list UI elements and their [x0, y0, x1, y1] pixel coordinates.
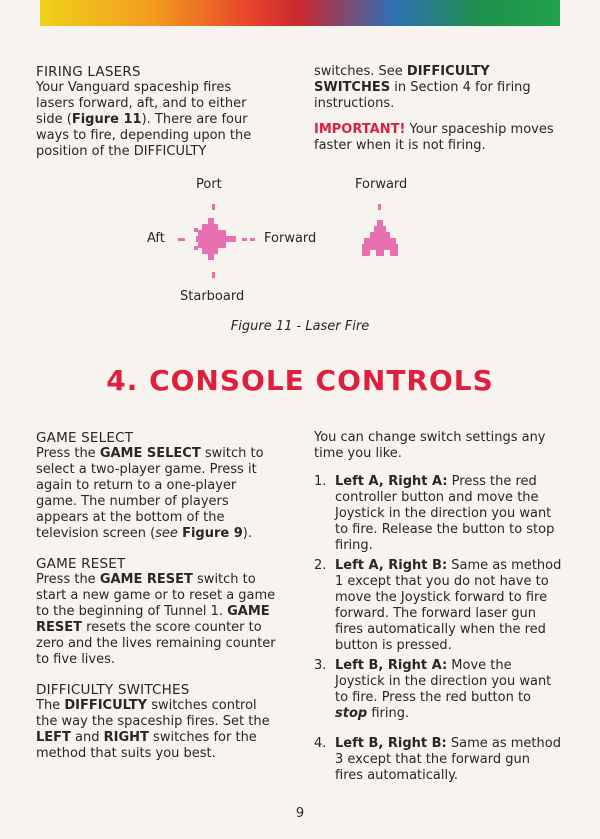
section-title: 4. CONSOLE CONTROLS — [106, 364, 494, 397]
firing-lasers-paragraph — [36, 80, 272, 160]
port-label: Port — [196, 177, 222, 192]
aft-label: Aft — [147, 231, 165, 246]
text-run: The — [36, 698, 65, 713]
forward-side-label: Forward — [264, 231, 317, 246]
text-run: see — [155, 526, 178, 541]
switch-name: DIFFICULTY — [64, 698, 148, 713]
list-number: 3. — [314, 658, 327, 673]
list-item — [314, 658, 562, 722]
text-run: switches for the method that suits you best. — [36, 730, 257, 761]
console-right-column — [314, 430, 562, 784]
firing-methods-list — [314, 474, 562, 784]
game-select-heading: GAME SELECT — [36, 430, 134, 446]
game-reset-heading: GAME RESET — [36, 556, 126, 572]
switch-name: RIGHT — [103, 730, 149, 745]
difficulty-reference-paragraph — [314, 64, 564, 112]
text-run: switches. See — [314, 64, 407, 79]
list-item — [314, 736, 562, 784]
text-run: switches control the way the spaceship fires. Set the — [36, 698, 270, 729]
list-item — [314, 558, 562, 654]
list-number: 2. — [314, 558, 327, 573]
method-label: Left B, Right A: — [335, 658, 448, 673]
difficulty-paragraph — [36, 698, 276, 762]
switch-name: LEFT — [36, 730, 71, 745]
game-reset-paragraph — [36, 572, 276, 668]
firing-lasers-section — [36, 64, 272, 160]
text-run: switch to select a two-player game. Press it again to return to a one-player game. The number of players appears at the bottom of the television screen ( — [36, 446, 264, 541]
text-run: ). There are four ways to fire, depending upon the position of the DIFFICULTY — [36, 112, 252, 159]
text-run: Your spaceship moves faster when it is not firing. — [314, 122, 554, 153]
forward-top-label: Forward — [355, 177, 408, 192]
page-number: 9 — [295, 806, 305, 821]
list-item — [314, 474, 562, 554]
text-run: Same as method 3 except that the forward gun fires automatically. — [335, 736, 561, 783]
method-label: Left B, Right B: — [335, 736, 447, 751]
spaceship-forward-icon — [358, 198, 402, 264]
firing-lasers-heading: FIRING LASERS — [36, 64, 141, 80]
switch-name: GAME RESET — [99, 572, 193, 587]
spaceship-sideways-icon — [170, 198, 270, 284]
method-label: Left A, Right B: — [335, 558, 448, 573]
text-run: and — [70, 730, 104, 745]
section-reference: DIFFICULTY SWITCHES — [314, 64, 490, 95]
emphasis: stop — [335, 706, 368, 721]
figure-caption: Figure 11 - Laser Fire — [230, 319, 370, 334]
figure-reference: Figure 11 — [71, 112, 142, 127]
text-run: Same as method 1 except that you do not have to move the Joystick forward to fire forward. The forward laser gun fires automatically when the red button is pressed. — [335, 558, 562, 653]
difficulty-switches-heading: DIFFICULTY SWITCHES — [36, 682, 190, 698]
important-note — [314, 122, 564, 154]
switch-name: GAME RESET — [36, 604, 270, 635]
text-run: Press the — [36, 446, 100, 461]
text-run: resets the score counter to zero and the lives remaining counter to five lives. — [36, 620, 276, 667]
text-run: Press the red controller button and move the Joystick in the direction you want to fire. Release the button to stop firing. — [335, 474, 555, 553]
text-run: in Section 4 for firing instructions. — [314, 80, 531, 111]
starboard-label: Starboard — [180, 289, 245, 304]
text-run: Your Vanguard spaceship fires lasers forward, aft, and to either side ( — [36, 80, 247, 127]
switch-settings-intro: You can change switch settings any time you like. — [314, 430, 546, 461]
important-label: IMPORTANT! — [314, 122, 406, 137]
switch-name: GAME SELECT — [99, 446, 201, 461]
text-run: ). — [242, 526, 252, 541]
text-run: firing. — [367, 706, 410, 721]
list-number: 4. — [314, 736, 327, 751]
text-run: Press the — [36, 572, 100, 587]
method-label: Left A, Right A: — [335, 474, 448, 489]
figure-reference: Figure 9 — [182, 526, 243, 541]
console-left-column — [36, 430, 276, 762]
game-select-paragraph — [36, 446, 276, 542]
list-number: 1. — [314, 474, 327, 489]
rainbow-header-band — [40, 0, 560, 26]
text-run: switch to start a new game or to reset a game to the beginning of Tunnel 1. — [36, 572, 276, 619]
text-run: Move the Joystick in the direction you want to fire. Press the red button to — [335, 658, 552, 705]
firing-lasers-continued — [314, 64, 564, 154]
